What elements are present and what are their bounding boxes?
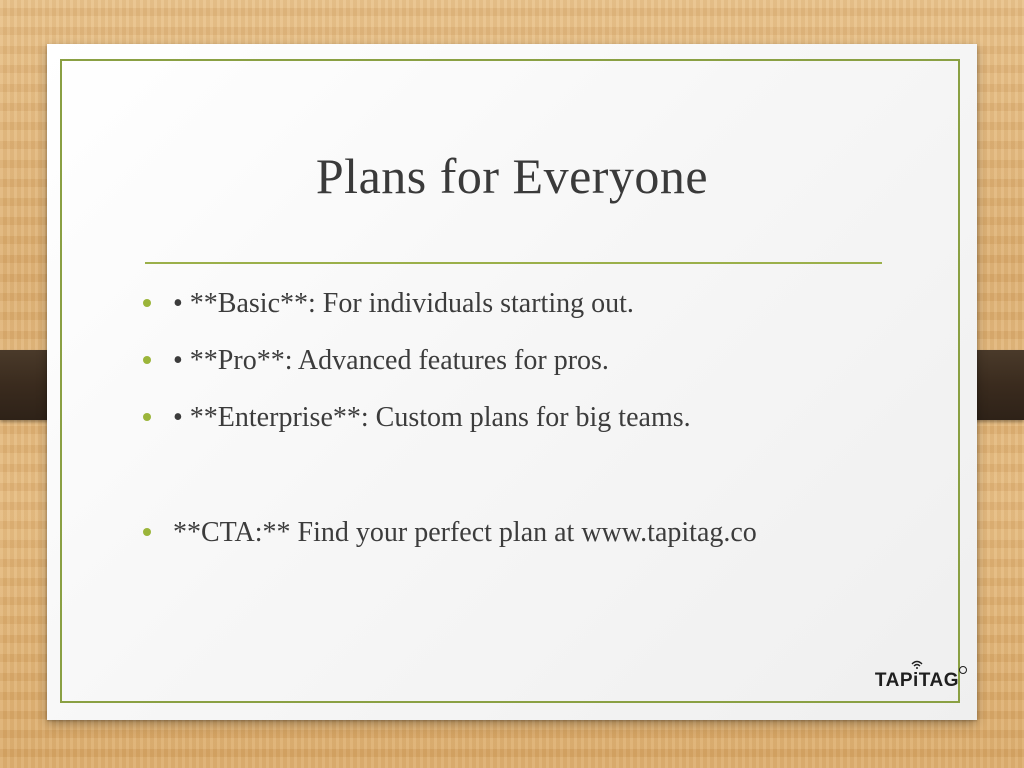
bullet-item-cta	[139, 513, 919, 570]
bullet-text: • **Pro**: Advanced features for pros.	[173, 345, 609, 376]
bullet-text: • **Enterprise**: Custom plans for big teams.	[173, 402, 691, 433]
bullet-item-enterprise	[139, 398, 919, 455]
bullet-item-basic	[139, 284, 919, 341]
registered-mark-icon	[959, 666, 967, 674]
bullet-dot-icon	[143, 299, 151, 307]
bullet-item-pro	[139, 341, 919, 398]
tapitag-logo	[875, 670, 959, 692]
wifi-signal-icon	[911, 659, 923, 669]
logo-text: TAPiTAG	[874, 670, 959, 691]
bullet-text: **CTA:** Find your perfect plan at www.tapitag.co	[173, 517, 757, 548]
bullet-text: • **Basic**: For individuals starting out.	[173, 288, 634, 319]
bullet-list	[139, 284, 919, 570]
bullet-dot-icon	[143, 528, 151, 536]
title-divider	[145, 262, 882, 264]
slide-title: Plans for Everyone	[315, 148, 709, 204]
slide-paper	[47, 44, 977, 720]
bullet-dot-icon	[143, 356, 151, 364]
bullet-dot-icon	[143, 413, 151, 421]
